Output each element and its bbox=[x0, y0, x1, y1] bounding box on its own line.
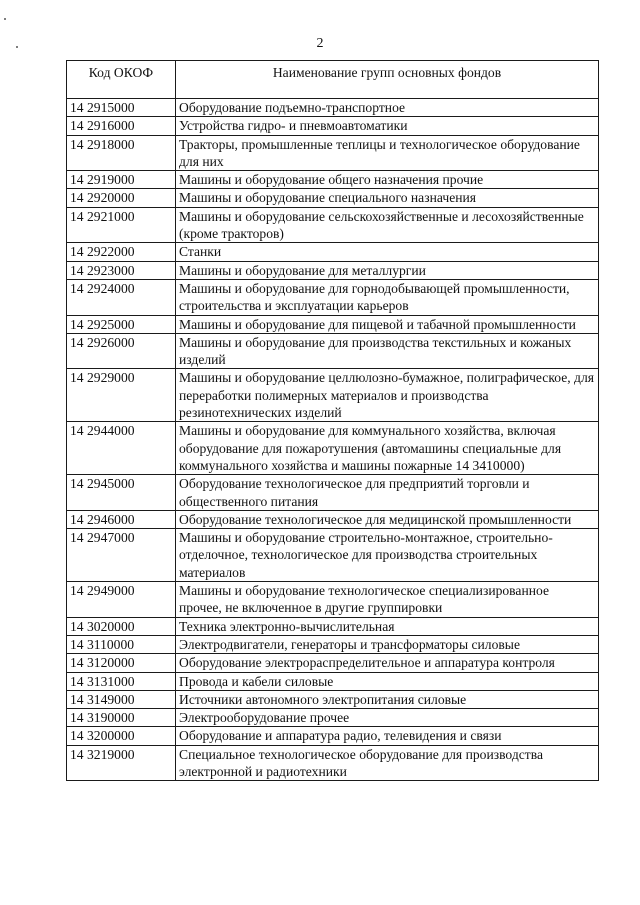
okof-code-cell: 14 3110000 bbox=[67, 635, 176, 653]
group-name-cell: Устройства гидро- и пневмоавтоматики bbox=[176, 117, 599, 135]
okof-code-cell: 14 2918000 bbox=[67, 135, 176, 171]
table-row bbox=[67, 635, 599, 653]
okof-code-cell: 14 3020000 bbox=[67, 617, 176, 635]
okof-code-cell: 14 2947000 bbox=[67, 529, 176, 582]
okof-code-cell: 14 2946000 bbox=[67, 510, 176, 528]
group-name-cell: Оборудование технологическое для предприятий торговли и общественного питания bbox=[176, 475, 599, 511]
table-row bbox=[67, 422, 599, 475]
group-name-cell: Источники автономного электропитания силовые bbox=[176, 690, 599, 708]
group-name-cell: Специальное технологическое оборудование для производства электронной и радиотехники bbox=[176, 745, 599, 781]
table-row bbox=[67, 117, 599, 135]
okof-code-cell: 14 3190000 bbox=[67, 709, 176, 727]
group-name-cell: Машины и оборудование общего назначения прочие bbox=[176, 171, 599, 189]
group-name-cell: Оборудование и аппаратура радио, телевидения и связи bbox=[176, 727, 599, 745]
okof-code-cell: 14 2921000 bbox=[67, 207, 176, 243]
group-name-cell: Машины и оборудование для коммунального хозяйства, включая оборудование для пожаротушения (автомашины специальные для коммунального хозяйства и машины пожарные 14 3410000) bbox=[176, 422, 599, 475]
page-number: 2 bbox=[316, 36, 324, 51]
okof-code-cell: 14 2922000 bbox=[67, 243, 176, 261]
table-body bbox=[67, 99, 599, 781]
okof-code-cell: 14 3120000 bbox=[67, 654, 176, 672]
okof-code-cell: 14 2916000 bbox=[67, 117, 176, 135]
group-name-cell: Оборудование технологическое для медицинской промышленности bbox=[176, 510, 599, 528]
table-row bbox=[67, 690, 599, 708]
column-header-code: Код ОКОФ bbox=[67, 61, 176, 99]
okof-code-cell: 14 2949000 bbox=[67, 582, 176, 618]
table-row bbox=[67, 745, 599, 781]
table-row bbox=[67, 617, 599, 635]
okof-code-cell: 14 2915000 bbox=[67, 99, 176, 117]
okof-table bbox=[66, 60, 599, 781]
table-row bbox=[67, 475, 599, 511]
okof-code-cell: 14 2924000 bbox=[67, 279, 176, 315]
group-name-cell: Станки bbox=[176, 243, 599, 261]
group-name-cell: Машины и оборудование специального назначения bbox=[176, 189, 599, 207]
okof-code-cell: 14 2925000 bbox=[67, 315, 176, 333]
table-row bbox=[67, 672, 599, 690]
table-row bbox=[67, 709, 599, 727]
table-row bbox=[67, 189, 599, 207]
table-row bbox=[67, 261, 599, 279]
table-row bbox=[67, 529, 599, 582]
group-name-cell: Машины и оборудование для металлургии bbox=[176, 261, 599, 279]
okof-code-cell: 14 2929000 bbox=[67, 369, 176, 422]
table-row bbox=[67, 207, 599, 243]
group-name-cell: Машины и оборудование сельскохозяйственные и лесохозяйственные (кроме тракторов) bbox=[176, 207, 599, 243]
table-row bbox=[67, 315, 599, 333]
group-name-cell: Машины и оборудование строительно-монтажное, строительно-отделочное, технологическое для производства строительных материалов bbox=[176, 529, 599, 582]
okof-code-cell: 14 2919000 bbox=[67, 171, 176, 189]
okof-code-cell: 14 3149000 bbox=[67, 690, 176, 708]
table-row bbox=[67, 369, 599, 422]
table-row bbox=[67, 727, 599, 745]
okof-code-cell: 14 3219000 bbox=[67, 745, 176, 781]
scan-speck bbox=[16, 46, 18, 48]
table-row bbox=[67, 333, 599, 369]
table-row bbox=[67, 510, 599, 528]
group-name-cell: Оборудование подъемно-транспортное bbox=[176, 99, 599, 117]
okof-code-cell: 14 3200000 bbox=[67, 727, 176, 745]
group-name-cell: Машины и оборудование целлюлозно-бумажное, полиграфическое, для переработки полимерных материалов и производства резинотехнических изделий bbox=[176, 369, 599, 422]
group-name-cell: Техника электронно-вычислительная bbox=[176, 617, 599, 635]
group-name-cell: Электрооборудование прочее bbox=[176, 709, 599, 727]
okof-code-cell: 14 2945000 bbox=[67, 475, 176, 511]
group-name-cell: Электродвигатели, генераторы и трансформаторы силовые bbox=[176, 635, 599, 653]
table-row bbox=[67, 582, 599, 618]
table-header-row bbox=[67, 61, 599, 99]
table-row bbox=[67, 654, 599, 672]
group-name-cell: Провода и кабели силовые bbox=[176, 672, 599, 690]
table-row bbox=[67, 171, 599, 189]
group-name-cell: Тракторы, промышленные теплицы и технологическое оборудование для них bbox=[176, 135, 599, 171]
table-row bbox=[67, 243, 599, 261]
group-name-cell: Оборудование электрораспределительное и аппаратура контроля bbox=[176, 654, 599, 672]
column-header-name: Наименование групп основных фондов bbox=[176, 61, 599, 99]
group-name-cell: Машины и оборудование технологическое специализированное прочее, не включенное в другие группировки bbox=[176, 582, 599, 618]
table-row bbox=[67, 99, 599, 117]
okof-code-cell: 14 2920000 bbox=[67, 189, 176, 207]
okof-code-cell: 14 2926000 bbox=[67, 333, 176, 369]
group-name-cell: Машины и оборудование для горнодобывающей промышленности, строительства и эксплуатации карьеров bbox=[176, 279, 599, 315]
table-row bbox=[67, 135, 599, 171]
okof-code-cell: 14 2923000 bbox=[67, 261, 176, 279]
table-row bbox=[67, 279, 599, 315]
group-name-cell: Машины и оборудование для пищевой и табачной промышленности bbox=[176, 315, 599, 333]
scan-speck bbox=[4, 18, 6, 20]
okof-code-cell: 14 2944000 bbox=[67, 422, 176, 475]
group-name-cell: Машины и оборудование для производства текстильных и кожаных изделий bbox=[176, 333, 599, 369]
okof-code-cell: 14 3131000 bbox=[67, 672, 176, 690]
